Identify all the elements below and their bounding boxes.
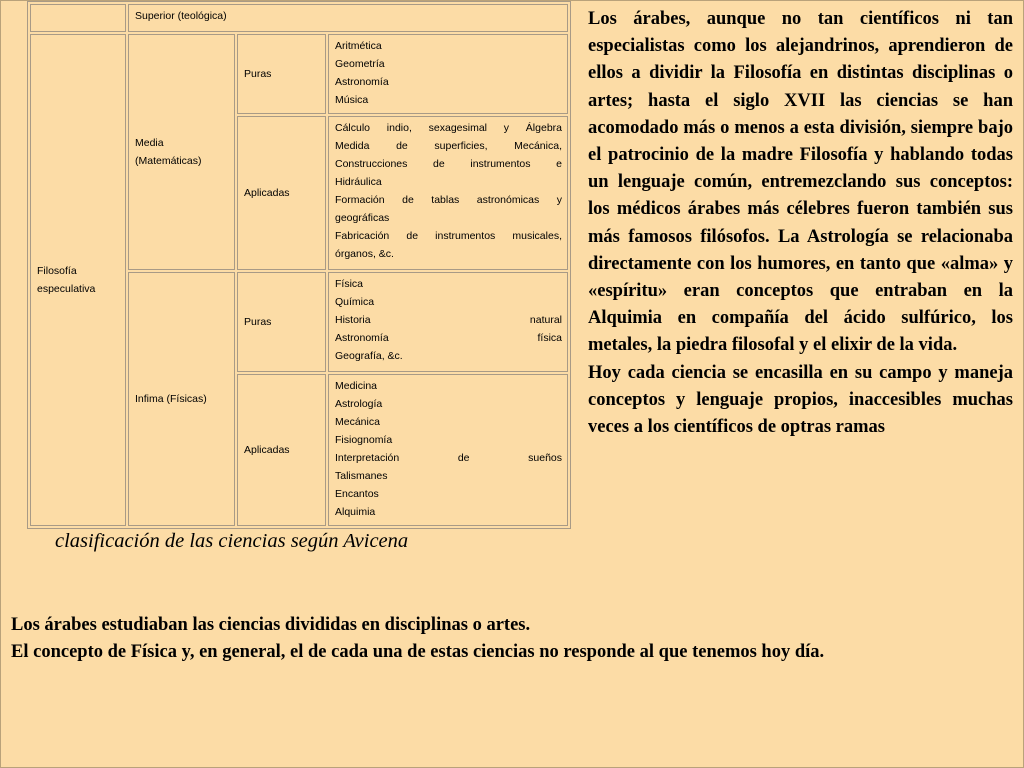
list-item: Formación de tablas astronómicas y — [335, 194, 562, 206]
list-item: Medida de superficies, Mecánica, — [335, 140, 562, 152]
infima-aplicadas-list — [328, 374, 568, 526]
list-item: Música — [335, 94, 369, 106]
media-puras-list — [328, 34, 568, 114]
list-item: órganos, &c. — [335, 248, 394, 260]
list-item: Hidráulica — [335, 176, 382, 188]
table-row — [30, 34, 568, 114]
list-item: Química — [335, 296, 375, 308]
infima-puras-list — [328, 272, 568, 372]
list-item: Astrología — [335, 398, 383, 410]
media-aplicadas-label: Aplicadas — [237, 116, 326, 270]
root-cell: Filosofía especulativa — [30, 34, 126, 526]
list-item: Mecánica — [335, 416, 380, 428]
summary-line-1: Los árabes estudiaban las ciencias divididas en disciplinas o artes. — [11, 615, 531, 635]
list-item: Geometría — [335, 58, 385, 70]
media-cell: Media (Matemáticas) — [128, 34, 235, 270]
table-row — [30, 4, 568, 32]
infima-cell: Infima (Físicas) — [128, 272, 235, 526]
classification-table — [27, 1, 571, 529]
list-item: Fisiognomía — [335, 434, 393, 446]
superior-cell: Superior (teológica) — [128, 4, 568, 32]
media-puras-label: Puras — [237, 34, 326, 114]
list-item: Fabricación de instrumentos musicales, — [335, 230, 562, 242]
infima-puras-label: Puras — [237, 272, 326, 372]
list-item: Construcciones de instrumentos e — [335, 158, 562, 170]
list-item: Talismanes — [335, 470, 388, 482]
list-item: Historia natural — [335, 314, 562, 326]
list-item: Astronomía — [335, 76, 389, 88]
list-item: Aritmética — [335, 40, 382, 52]
list-item: Medicina — [335, 380, 378, 392]
list-item: Cálculo indio, sexagesimal y Álgebra — [335, 122, 562, 134]
list-item: Interpretación de sueños — [335, 452, 562, 464]
list-item: Encantos — [335, 488, 379, 500]
infima-aplicadas-label: Aplicadas — [237, 374, 326, 526]
essay-paragraph-1: Los árabes, aunque no tan científicos ni tan especialistas como los alejandrinos, aprendieron de ellos a dividir la Filosofía en distintas disciplinas o artes; hasta el siglo XVII las ciencias se han acomodado más o menos a esta división, siempre bajo el patrocinio de la madre Filosofía y hablando todas un lenguaje común, entremezclando sus conceptos: los médicos árabes más célebres fueron también sus más famosos filósofos. La Astrología se relacionaba directamente con los humores, en tanto que «alma» y «espíritu» eran conceptos que entraban en la Alquimia en compañía del ácido sulfúrico, los metales, la piedra filosofal y el elixir de la vida. — [588, 9, 1013, 356]
essay-text — [588, 6, 1013, 441]
table-caption: clasificación de las ciencias según Avicena — [55, 530, 409, 552]
media-aplicadas-list — [328, 116, 568, 270]
summary-line-2: El concepto de Física y, en general, el de cada una de estas ciencias no responde al que tenemos hoy día. — [11, 642, 825, 662]
empty-cell — [30, 4, 126, 32]
summary-text — [11, 612, 1021, 666]
essay-paragraph-2: Hoy cada ciencia se encasilla en su campo y maneja conceptos y lenguaje propios, inaccesibles muchas veces a los científicos de optras ramas — [588, 362, 1013, 438]
list-item: geográficas — [335, 212, 390, 224]
list-item: Alquimia — [335, 506, 376, 518]
list-item: Física — [335, 278, 364, 290]
list-item: Geografía, &c. — [335, 350, 403, 362]
list-item: Astronomía física — [335, 332, 562, 344]
